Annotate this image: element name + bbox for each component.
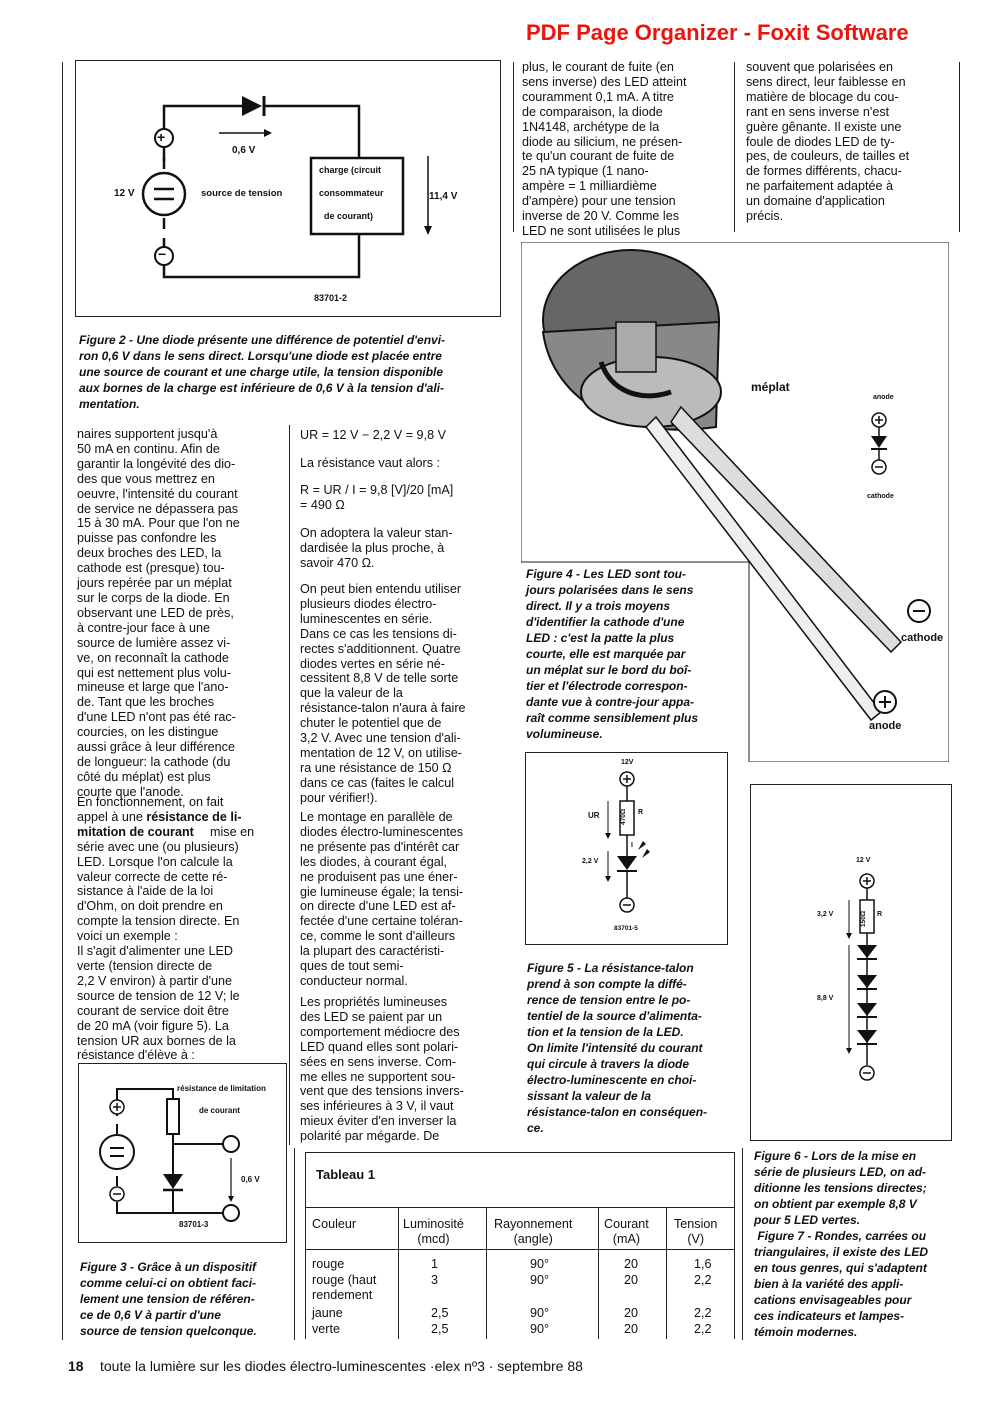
- column-2-paragraph-3: Le montage en parallèle de diodes électro-luminescentes ne présente pas d'intérêt car les diodes, à courant égal, ne produisent pas une éner- gie lumineuse égale; la tensi- on directe d'une LED est af- fectée d'une certaine toléran- ce, comme le sont d'ailleurs la plupart des caractéristi- ques de tout semi- conducteur normal.: [300, 810, 464, 988]
- left-margin-rule: [62, 62, 63, 1340]
- table-cell: verte: [312, 1322, 340, 1336]
- fig6-voltage: 12 V: [856, 857, 871, 864]
- column-2-paragraph-1: On adoptera la valeur stan- dardisée la plus proche, à savoir 470 Ω.: [300, 526, 453, 570]
- table-cell: 1,6: [694, 1257, 712, 1271]
- figure-5-caption: Figure 5 - La résistance-talon prend à son compte la diffé- rence de tension entre le po- tentiel de la source d'alimenta- tion et la tension de la LED. On limite l'intensité du courant qui circule à travers la diode électro-luminescente en choi- sissant la valeur de la résistance-talon en conséquen- ce.: [527, 961, 708, 1135]
- table-cell: 20: [624, 1257, 639, 1271]
- column-2-resistance-line: La résistance vaut alors :: [300, 456, 441, 470]
- table-cell: 20: [624, 1306, 639, 1320]
- table-cell: 2,2: [694, 1322, 712, 1336]
- fig5-current: I: [631, 842, 633, 849]
- table-cell: 1: [431, 1257, 439, 1271]
- table-cell: 90°: [530, 1306, 550, 1320]
- anode-symbol-label: anode: [873, 394, 894, 401]
- table-cell: 2,5: [431, 1306, 449, 1320]
- equation-ur: UR = 12 V − 2,2 V = 9,8 V: [300, 428, 446, 442]
- load-label-3: de courant): [324, 211, 374, 221]
- watermark: PDF Page Organizer - Foxit Software: [526, 20, 909, 45]
- fig6-v1: 3,2 V: [817, 911, 834, 918]
- table-cell: 90°: [530, 1257, 550, 1271]
- figure-6-diagram: [750, 784, 952, 1141]
- fig5-code: 83701-5: [614, 925, 638, 932]
- figure-2-caption: Figure 2 - Une diode présente une différence de potentiel d'envi- ron 0,6 V dans le sens direct. Lorsqu'une diode est placée entre une source de courant et une charge utile, la tension disponible aux bornes de la charge est inférieure de 0,6 V à la tension d'ali- mentation.: [79, 333, 446, 411]
- column-rule: [294, 1148, 295, 1340]
- running-footer: toute la lumière sur les diodes électro-luminescentes ·elex nº3 · septembre 88: [100, 1358, 583, 1374]
- table-cell: 2,2: [694, 1273, 712, 1287]
- cathode-label: cathode: [901, 632, 944, 644]
- table-cell: jaune: [312, 1306, 343, 1320]
- table-cell: 20: [624, 1273, 639, 1287]
- column-rule: [513, 62, 514, 232]
- column-2-paragraph-2: On peut bien entendu utiliser plusieurs diodes électro- luminescentes en série. Dans ce cas les tensions di- rectes s'additionnent. Quatre diodes vertes en série né- cessitent 8,8 V de telle sorte que la valeur de la résistance-talon n'aura à faire chuter le potentiel que de 3,2 V. Avec une tension d'ali- mentation de 12 V, on utilise- ra une résistance de 150 Ω dans ce cas (faites le calcul pour vérifier!).: [300, 582, 466, 805]
- source-label: source de tension: [201, 188, 283, 199]
- fig3-label-2: de courant: [199, 1106, 240, 1115]
- table-header: Tension (V): [674, 1217, 718, 1246]
- fig5-voltage: 12V: [621, 759, 634, 766]
- minus-sign: −: [158, 246, 167, 262]
- load-voltage-label: 11,4 V: [429, 191, 458, 202]
- column-2-paragraph-4: Les propriétés lumineuses des LED se paient par un comportement médiocre des LED quand elles sont polari- sées en sens inverse. Com- me elles ne supportent sou- vent que des tensions invers- ses inférieures à 3 V, il vaut mieux éviter d'en inverser la polarité par mégarde. De: [300, 995, 464, 1144]
- column-rule: [734, 62, 735, 232]
- figure-code: 83701-2: [314, 293, 348, 303]
- fig5-r: R: [638, 809, 644, 816]
- forward-voltage-label: 0,6 V: [232, 145, 256, 156]
- fig3-label-1: résistance de limitation: [177, 1084, 266, 1093]
- table-header: Couleur: [312, 1217, 357, 1231]
- table-cell: 90°: [530, 1273, 550, 1287]
- fig5-rval: 470Ω: [620, 808, 627, 825]
- table-header: Courant (mA): [604, 1217, 649, 1246]
- page-number: 18: [68, 1358, 84, 1374]
- plus-sign: +: [157, 129, 166, 145]
- table-cell: 20: [624, 1322, 639, 1336]
- table-cell: rouge (haut rendement: [312, 1273, 377, 1302]
- load-label-2: consommateur: [319, 188, 384, 198]
- table-cell: 2,2: [694, 1306, 712, 1320]
- column-1-mise-en: mise en: [210, 825, 255, 839]
- fig3-code: 83701-3: [179, 1220, 209, 1229]
- figure-5-diagram: [525, 752, 728, 945]
- fig6-v2: 8,8 V: [817, 995, 834, 1002]
- table-cell: 2,5: [431, 1322, 449, 1336]
- table-1: [305, 1152, 735, 1339]
- anode-label: anode: [869, 720, 902, 732]
- column-4-top-text: souvent que polarisées en sens direct, leur faiblesse en matière de blocage du cou- rant en sens inverse n'est guère gênante. Il existe une foule de diodes LED de ty- pes, de couleurs, de tailles et de formes différents, chacu- ne parfaitement adaptée à un domaine d'application précis.: [746, 60, 910, 224]
- figure-3-caption: Figure 3 - Grâce à un dispositif comme celui-ci on obtient faci- lement une tension de référen- ce de 0,6 V à partir d'une source de tension quelconque.: [80, 1260, 257, 1338]
- table-title: Tableau 1: [316, 1167, 376, 1182]
- fig5-vled: 2,2 V: [582, 858, 599, 865]
- table-cell: 3: [431, 1273, 439, 1287]
- fig5-ur: UR: [588, 811, 600, 820]
- meplat-label: méplat: [751, 380, 790, 394]
- fig3-voltage: 0,6 V: [241, 1175, 260, 1184]
- load-label-1: charge (circuit: [319, 165, 382, 175]
- figure-4-caption: Figure 4 - Les LED sont tou- jours polarisées dans le sens direct. Il y a trois moyens d'identifier la cathode d'une LED : c'est la patte la plus courte, elle est marquée par un méplat sur le bord du boî- tier et l'électrode correspon- dante vue à contre-jour appa- raît comme sensiblement plus volumineuse.: [526, 567, 699, 741]
- table-header: Luminosité (mcd): [403, 1217, 464, 1246]
- fig6-rval: 150Ω: [860, 910, 867, 927]
- equation-r: R = UR / I = 9,8 [V]/20 [mA] = 490 Ω: [300, 483, 454, 512]
- figure-3-diagram: [78, 1063, 287, 1243]
- table-header: Rayonnement (angle): [494, 1217, 573, 1246]
- column-3-top-text: plus, le courant de fuite (en sens inverse) des LED atteint couramment 0,1 mA. A titre de comparaison, la diode 1N4148, archétype de la diode au silicium, ne présen- te qu'un courant de fuite de 25 nA typique (1 nano- ampère = 1 milliardième d'ampère) pour une tension inverse de 20 V. Comme les LED ne sont utilisées le plus: [522, 60, 687, 238]
- column-1-paragraph-1: naires supportent jusqu'à 50 mA en continu. Afin de garantir la longévité des dio- des que vous mettrez en oeuvre, l'intensité du courant de service ne dépassera pas 15 à 30 mA. Pour que l'on ne puisse pas confondre les deux broches des LED, la cathode est (presque) tou- jours repérée par un méplat sur le corps de la diode. En observant une LED de près, à contre-jour face à une source de lumière assez vi- ve, on reconnaît la cathode qui est nettement plus volu- mineuse et large que l'ano- de. Tant que les broches d'une LED n'ont pas été rac- courcies, on les distingue aussi grâce à leur différence de longueur: la cathode (du côté du méplat) est plus courte que l'anode.: [77, 427, 240, 799]
- figure-6-7-caption: Figure 6 - Lors de la mise en série de plusieurs LED, on ad- ditionne les tensions directes; on obtient par exemple 8,8 V pour 5 LED vertes. Figure 7 - Rondes, carrées ou triangulaires, il existe des LED en tous genres, qui s'adaptent bien à la variété des appli- cations envisageables pour ces indicateurs et lampes- témoin modernes.: [754, 1149, 929, 1339]
- cathode-symbol-label: cathode: [867, 493, 894, 500]
- column-rule: [742, 1148, 743, 1340]
- table-cell: rouge: [312, 1257, 345, 1271]
- fig6-r: R: [877, 911, 883, 918]
- figure-2-diagram: [75, 60, 501, 317]
- right-margin-rule: [959, 62, 960, 232]
- source-voltage-label: 12 V: [114, 188, 135, 199]
- column-1-paragraph-2: En fonctionnement, on fait appel à une résistance de li- mitation de courant série avec une (ou plusieurs) LED. Lorsque l'on calcule la valeur correcte de cette ré- sistance à l'aide de la loi d'Ohm, on doit prendre en compte la tension directe. En voici un exemple : Il s'agit d'alimenter une LED verte (tension directe de 2,2 V environ) à partir d'une source de tension de 12 V; le courant de service doit être de 20 mA (voir figure 5). La tension UR aux bornes de la résistance d'élève à :: [77, 795, 242, 1063]
- column-rule: [289, 425, 290, 1145]
- table-cell: 90°: [530, 1322, 550, 1336]
